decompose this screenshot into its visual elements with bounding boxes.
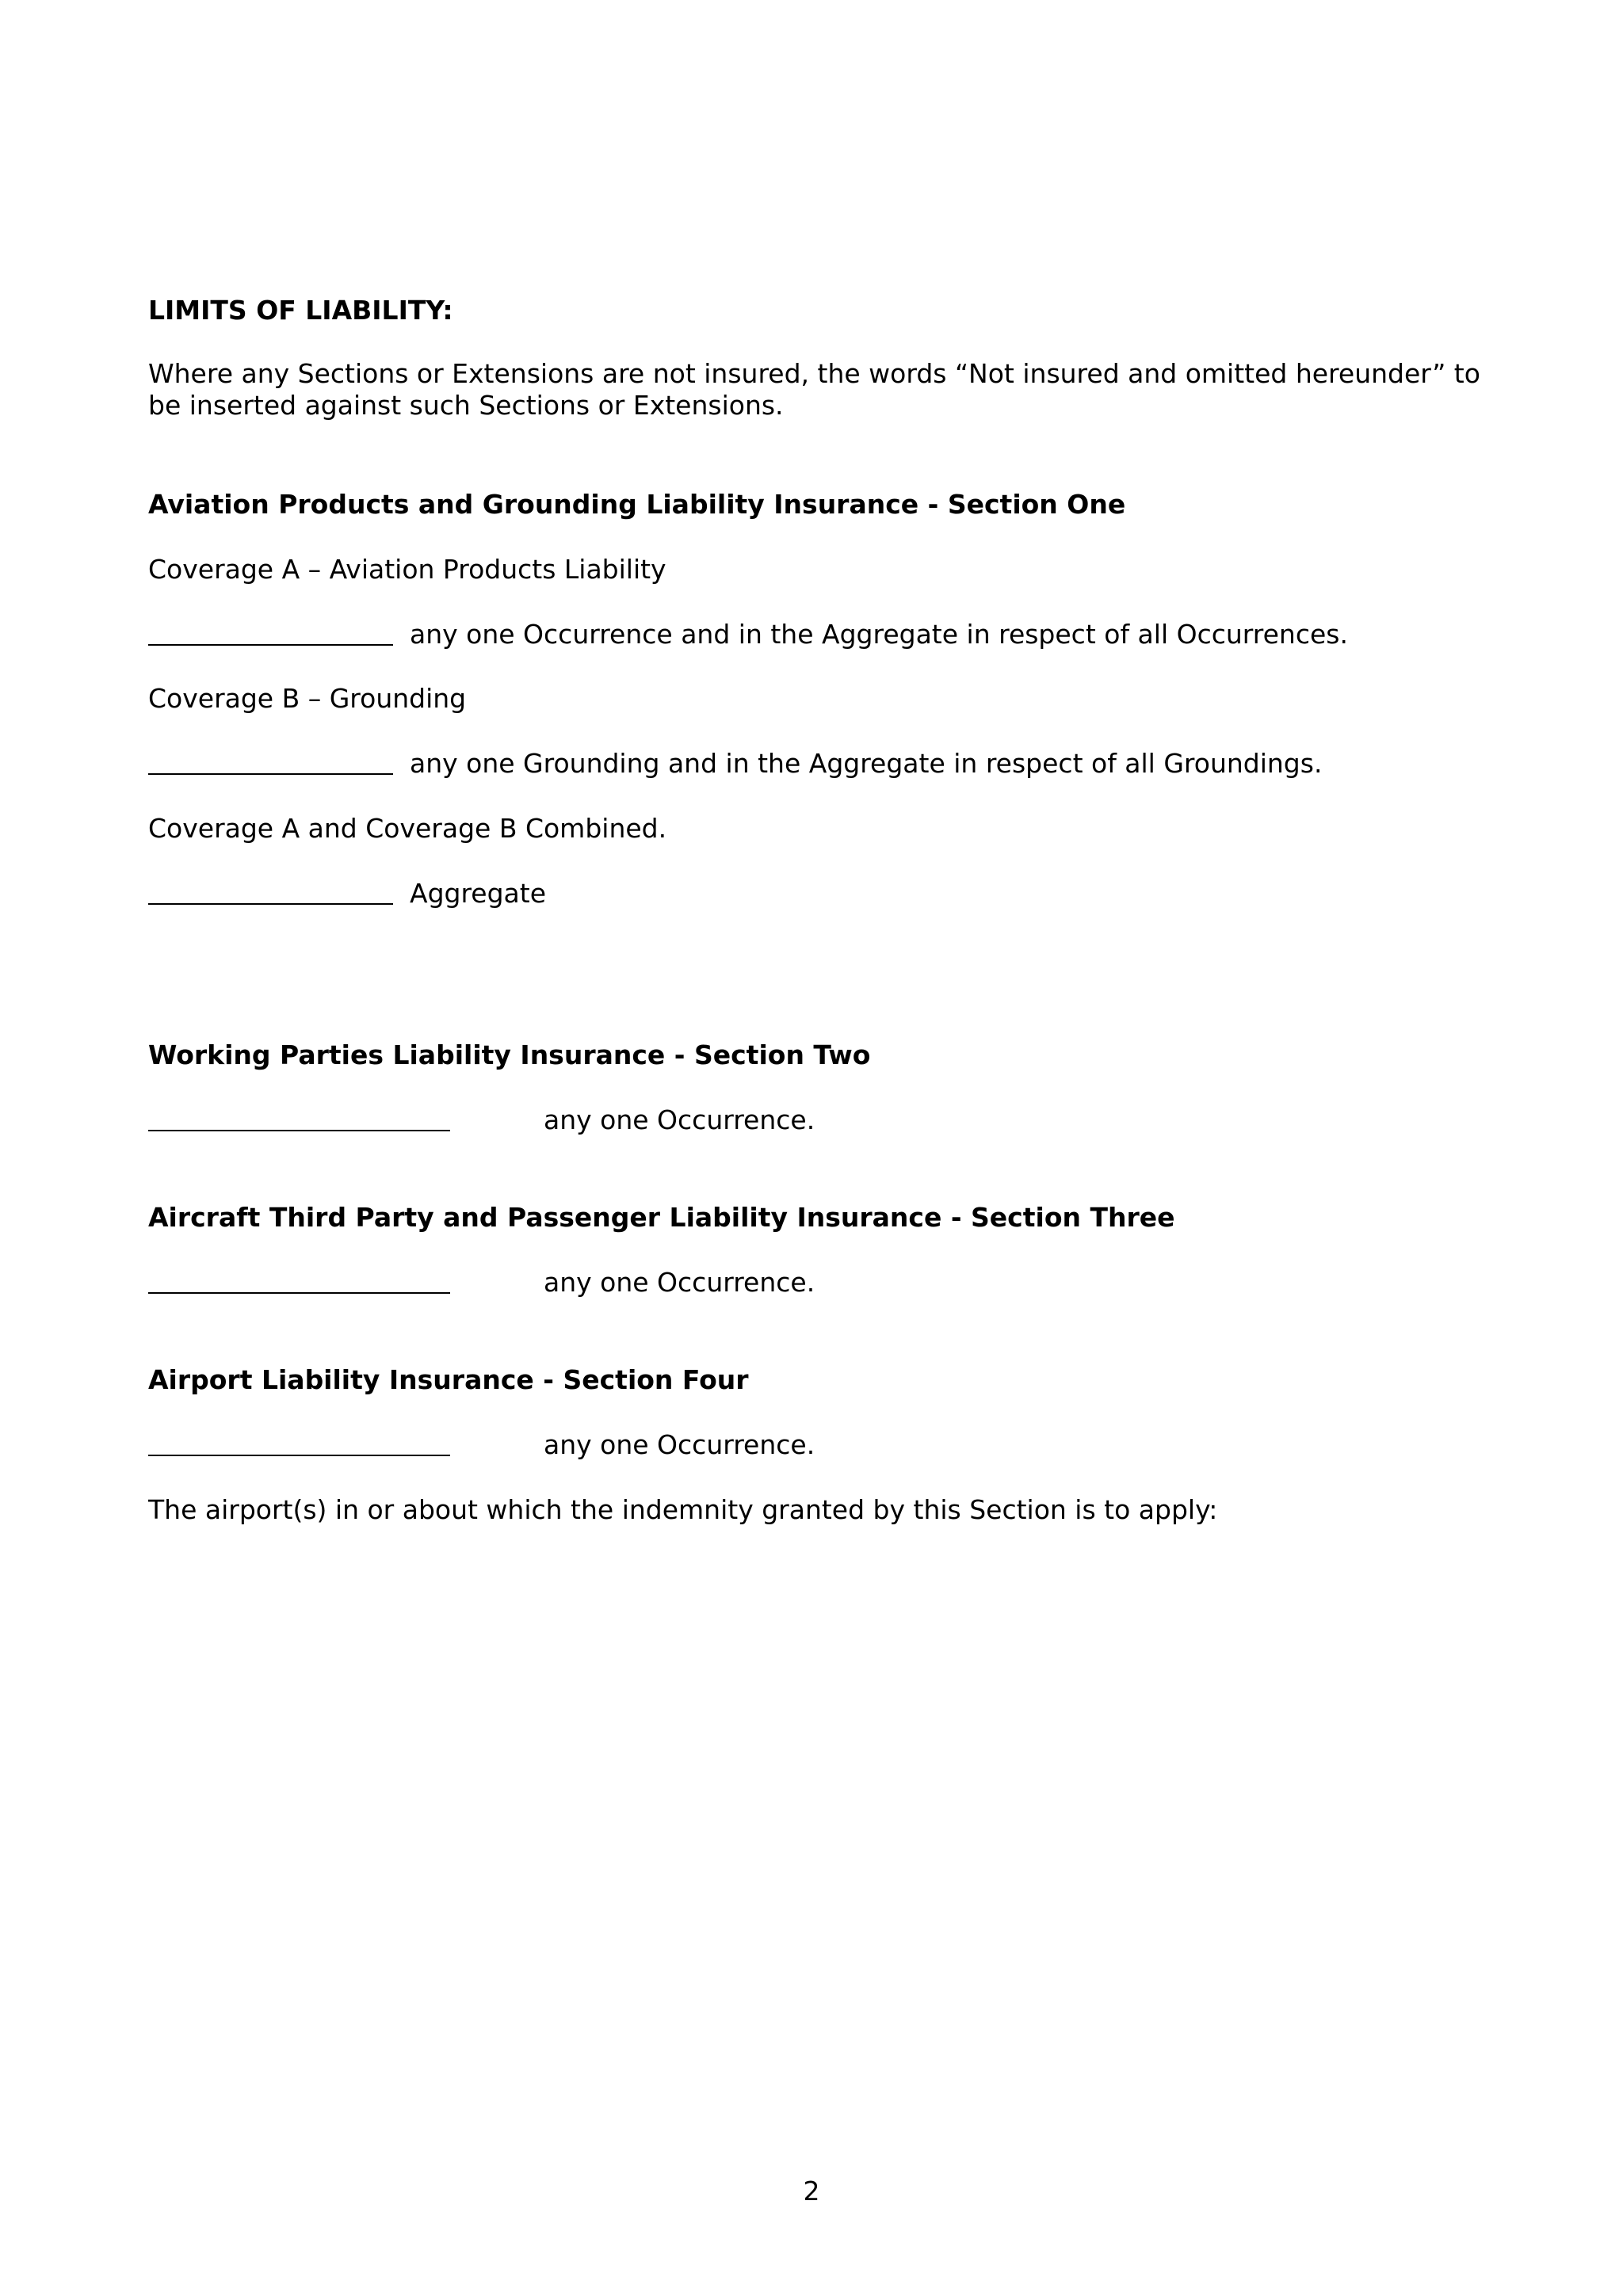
section-two-limit-text: any one Occurrence. bbox=[544, 1104, 815, 1135]
coverage-a-label: Coverage A – Aviation Products Liability bbox=[148, 554, 666, 585]
section-two-limit-blank[interactable] bbox=[148, 1130, 450, 1131]
combined-label: Coverage A and Coverage B Combined. bbox=[148, 813, 667, 844]
section-four-title: Airport Liability Insurance - Section Four bbox=[148, 1364, 749, 1395]
coverage-b-limit-text: any one Grounding and in the Aggregate in respect of all Groundings. bbox=[410, 748, 1323, 779]
coverage-b-limit-blank[interactable] bbox=[148, 773, 393, 775]
coverage-b-label: Coverage B – Grounding bbox=[148, 683, 467, 714]
limits-heading: LIMITS OF LIABILITY: bbox=[148, 295, 453, 326]
combined-aggregate-blank[interactable] bbox=[148, 903, 393, 905]
airports-text: The airport(s) in or about which the indemnity granted by this Section is to apply: bbox=[148, 1494, 1218, 1525]
section-four-limit-text: any one Occurrence. bbox=[544, 1429, 815, 1460]
section-three-limit-text: any one Occurrence. bbox=[544, 1267, 815, 1298]
section-three-limit-blank[interactable] bbox=[148, 1292, 450, 1294]
combined-aggregate-text: Aggregate bbox=[410, 878, 547, 909]
section-four-limit-blank[interactable] bbox=[148, 1455, 450, 1456]
page-number: 2 bbox=[803, 2176, 820, 2206]
section-three-title: Aircraft Third Party and Passenger Liability Insurance - Section Three bbox=[148, 1202, 1175, 1233]
coverage-a-limit-text: any one Occurrence and in the Aggregate in respect of all Occurrences. bbox=[410, 619, 1348, 650]
section-two-title: Working Parties Liability Insurance - Section Two bbox=[148, 1039, 871, 1070]
section-one-title: Aviation Products and Grounding Liability Insurance - Section One bbox=[148, 489, 1126, 520]
coverage-a-limit-blank[interactable] bbox=[148, 644, 393, 646]
intro-paragraph: Where any Sections or Extensions are not insured, the words “Not insured and omitted hereunder” to be inserted against such Sections or Extensions. bbox=[148, 358, 1480, 421]
